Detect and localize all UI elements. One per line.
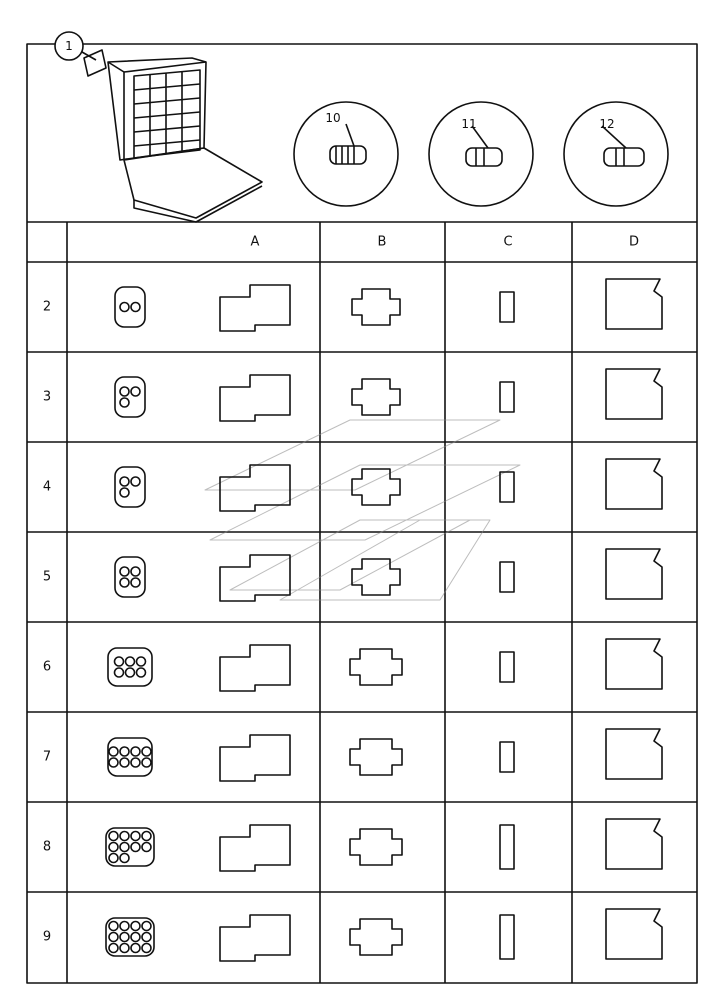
connector-pin-6 [126,657,135,666]
connector-pin-6 [126,668,135,677]
housing-d-4 [606,459,662,509]
connector-pin-6 [137,657,146,666]
callout-10: 10 [325,111,341,125]
connector-pin-8 [142,832,151,841]
connector-pin-9 [120,922,129,931]
column-header-d: D [628,234,640,250]
connector-face-9 [106,918,154,956]
connector-pin-8 [120,854,129,863]
connector-pin-7 [131,747,140,756]
connector-pin-5 [131,567,140,576]
housing-a-9 [220,915,290,961]
connector-kit-box-illustration [55,32,262,222]
housing-d-5 [606,549,662,599]
connector-pin-7 [109,747,118,756]
connector-pin-8 [131,843,140,852]
connector-pin-7 [120,747,129,756]
connector-pin-8 [142,843,151,852]
row-number-7: 7 [42,749,52,765]
connector-pin-9 [142,922,151,931]
connector-face-4 [115,467,145,507]
column-header-c: C [503,234,513,250]
housing-d-9 [606,909,662,959]
connector-pin-8 [109,832,118,841]
connector-pin-3 [120,398,129,407]
connector-pin-6 [137,668,146,677]
connector-pin-9 [142,944,151,953]
seal-12-illustration [564,102,668,206]
connector-pin-8 [120,832,129,841]
housing-a-7 [220,735,290,781]
housing-c-2 [500,292,514,322]
connector-pin-9 [109,944,118,953]
connector-pin-9 [109,922,118,931]
connector-pin-3 [120,387,129,396]
connector-pin-9 [131,922,140,931]
connector-pin-9 [120,933,129,942]
connector-pin-6 [115,657,124,666]
connector-pin-9 [142,933,151,942]
callout-12: 12 [599,117,615,131]
row-number-2: 2 [42,299,52,315]
connector-pin-4 [120,488,129,497]
connector-outlines [106,279,662,961]
housing-d-7 [606,729,662,779]
housing-b-8 [350,829,402,865]
housing-a-3 [220,375,290,421]
housing-c-5 [500,562,514,592]
connector-face-5 [115,557,145,597]
housing-d-8 [606,819,662,869]
callout-11: 11 [461,117,477,131]
connector-face-6 [108,648,152,686]
column-header-b: B [377,234,387,250]
connector-pin-5 [120,578,129,587]
connector-pin-8 [120,843,129,852]
housing-d-2 [606,279,662,329]
housing-a-6 [220,645,290,691]
housing-b-4 [352,469,400,505]
housing-b-3 [352,379,400,415]
connector-pin-2 [120,303,129,312]
connector-pin-7 [131,758,140,767]
connector-pin-7 [142,747,151,756]
callout-1: 1 [65,39,73,53]
housing-a-8 [220,825,290,871]
connector-pin-7 [120,758,129,767]
row-number-9: 9 [42,929,52,945]
connector-pin-4 [131,477,140,486]
housing-a-2 [220,285,290,331]
row-number-4: 4 [42,479,52,495]
connector-face-3 [115,377,145,417]
housing-c-3 [500,382,514,412]
connector-pin-9 [131,944,140,953]
connector-pin-7 [109,758,118,767]
row-number-6: 6 [42,659,52,675]
housing-c-8 [500,825,514,869]
row-number-5: 5 [42,569,52,585]
connector-face-7 [108,738,152,776]
housing-b-9 [350,919,402,955]
connector-pin-3 [131,387,140,396]
connector-pin-9 [109,933,118,942]
connector-pin-6 [115,668,124,677]
connector-pin-7 [142,758,151,767]
connector-pin-4 [120,477,129,486]
watermark [205,420,520,600]
row-number-3: 3 [42,389,52,405]
housing-b-5 [352,559,400,595]
housing-d-3 [606,369,662,419]
connector-pin-8 [109,843,118,852]
connector-pin-9 [131,933,140,942]
connector-pin-9 [120,944,129,953]
seal-11-illustration [429,102,533,206]
connector-pin-5 [131,578,140,587]
connector-face-8 [106,828,154,866]
housing-c-4 [500,472,514,502]
seal-10-illustration [294,102,398,206]
housing-c-9 [500,915,514,959]
housing-c-7 [500,742,514,772]
housing-d-6 [606,639,662,689]
column-header-a: A [250,234,260,250]
housing-b-6 [350,649,402,685]
connector-pin-2 [131,303,140,312]
chart-frame [27,44,697,983]
connector-pin-8 [131,832,140,841]
row-number-8: 8 [42,839,52,855]
housing-b-7 [350,739,402,775]
housing-c-6 [500,652,514,682]
housing-a-4 [220,465,290,511]
housing-b-2 [352,289,400,325]
connector-pin-8 [109,854,118,863]
connector-pin-5 [120,567,129,576]
housing-a-5 [220,555,290,601]
